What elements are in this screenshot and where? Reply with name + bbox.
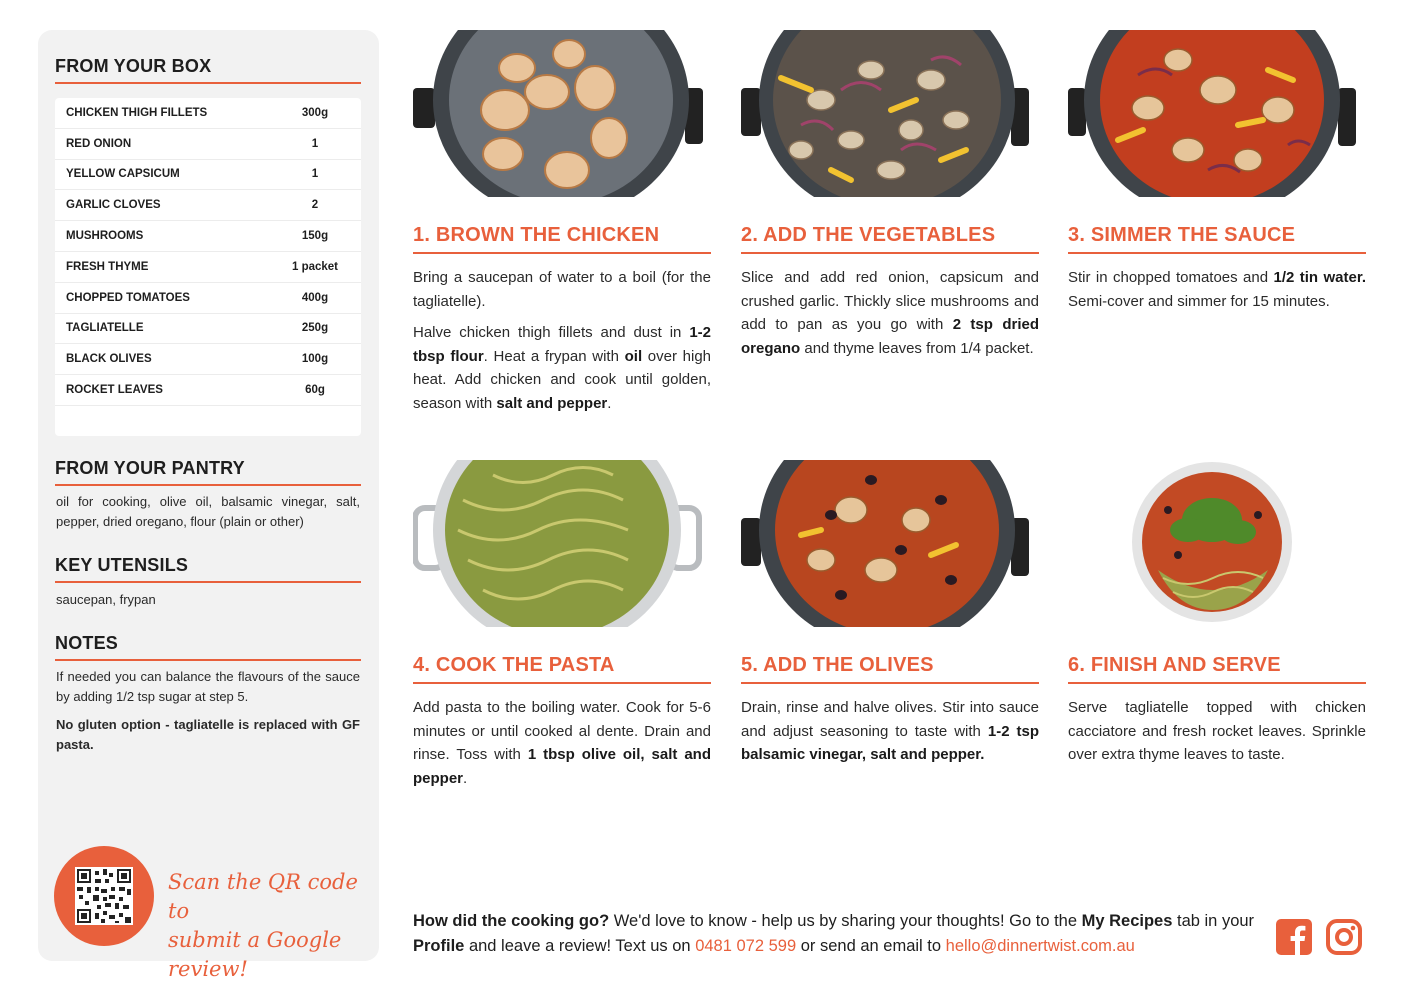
ingredient-name: FRESH THYME	[66, 260, 149, 273]
notes-text: If needed you can balance the flavours of the sauce by adding 1/2 tsp sugar at step 5.	[56, 669, 360, 704]
qr-badge	[54, 846, 154, 946]
step-1-body	[413, 266, 711, 423]
step-2-body	[741, 266, 1039, 368]
step-5-title: 5. ADD THE OLIVES	[741, 654, 934, 676]
ingredient-name: RED ONION	[66, 137, 132, 150]
ingredient-qty: 150g	[301, 230, 329, 243]
ingredient-name: YELLOW CAPSICUM	[66, 168, 180, 181]
step-6-text: Serve tagliatelle topped with chicken cacciatore and fresh rocket leaves. Sprinkle over extra thyme leaves to taste.	[1068, 699, 1366, 763]
ingredient-row	[55, 314, 361, 345]
step-1-text: Bring a saucepan of water to a boil (for the tagliatelle).	[413, 269, 711, 310]
step-2	[741, 30, 1039, 430]
ingredient-row	[55, 129, 361, 160]
ingredient-row	[55, 375, 361, 406]
pantry-text: oil for cooking, olive oil, balsamic vinegar, salt, pepper, dried oregano, flour (plain or other)	[56, 494, 360, 529]
step-6-photo	[1068, 460, 1366, 627]
step-5-photo	[741, 460, 1039, 627]
ingredient-name: BLACK OLIVES	[66, 353, 152, 366]
ingredient-qty: 250g	[301, 322, 329, 335]
step-3-rule	[1068, 252, 1366, 254]
notes-title: NOTES	[55, 633, 119, 653]
step-6	[1068, 460, 1366, 810]
ingredient-row	[55, 98, 361, 129]
step-1-photo	[413, 30, 711, 197]
step-2-photo	[741, 30, 1039, 197]
ingredient-row	[55, 252, 361, 283]
notes-rule	[55, 659, 361, 661]
ingredient-row	[55, 160, 361, 191]
notes-gluten-text: No gluten option - tagliatelle is replaced with GF pasta.	[56, 717, 360, 752]
step-4-rule	[413, 682, 711, 684]
utensils-text: saucepan, frypan	[56, 592, 156, 607]
ingredient-qty: 300g	[301, 106, 329, 119]
step-5-body	[741, 696, 1039, 775]
ingredient-name: TAGLIATELLE	[66, 322, 144, 335]
step-3-title: 3. SIMMER THE SAUCE	[1068, 224, 1296, 246]
ingredient-name: MUSHROOMS	[66, 230, 144, 243]
phone-link[interactable]: 0481 072 599	[695, 937, 797, 955]
ingredient-name: GARLIC CLOVES	[66, 199, 161, 212]
step-2-rule	[741, 252, 1039, 254]
ingredient-qty: 2	[311, 199, 319, 212]
step-2-text: Slice and add red onion, capsicum and crushed garlic. Thickly slice mushrooms and add to pan as you go with 2 tsp dried oregano and thyme leaves from 1/4 packet.	[741, 269, 1040, 357]
footer-text-1: We'd love to know - help us by sharing your thoughts! Go to the	[609, 912, 1082, 930]
step-4-photo	[413, 460, 711, 627]
step-4-body	[413, 696, 711, 798]
step-5-text: Drain, rinse and halve olives. Stir into sauce and adjust seasoning to taste with 1-2 tsp balsamic vinegar, salt and pepper.	[741, 699, 1039, 763]
step-6-title: 6. FINISH AND SERVE	[1068, 654, 1281, 676]
ingredient-row	[55, 344, 361, 375]
step-3-text: Stir in chopped tomatoes and 1/2 tin water. Semi-cover and simmer for 15 minutes.	[1068, 269, 1366, 310]
ingredient-name: CHICKEN THIGH FILLETS	[66, 106, 208, 119]
email-link[interactable]: hello@dinnertwist.com.au	[945, 937, 1135, 955]
ingredient-qty: 60g	[305, 384, 325, 397]
ingredient-list	[55, 98, 361, 436]
step-5-rule	[741, 682, 1039, 684]
step-3-body	[1068, 266, 1366, 321]
utensils-rule	[55, 581, 361, 583]
footer-question: How did the cooking go?	[413, 912, 610, 930]
box-rule	[55, 82, 361, 84]
step-3	[1068, 30, 1366, 430]
step-1	[413, 30, 711, 430]
step-5	[741, 460, 1039, 810]
step-2-title: 2. ADD THE VEGETABLES	[741, 224, 996, 246]
ingredient-name: CHOPPED TOMATOES	[66, 291, 190, 304]
step-6-rule	[1068, 682, 1366, 684]
ingredient-qty: 400g	[301, 291, 329, 304]
ingredient-name: ROCKET LEAVES	[66, 384, 163, 397]
ingredient-row	[55, 283, 361, 314]
ingredient-qty: 1	[311, 137, 319, 150]
ingredient-qty: 100g	[301, 353, 329, 366]
ingredient-qty: 1	[311, 168, 319, 181]
step-1-title: 1. BROWN THE CHICKEN	[413, 224, 660, 246]
step-4	[413, 460, 711, 810]
step-1-rule	[413, 252, 711, 254]
pantry-title: FROM YOUR PANTRY	[55, 458, 245, 478]
step-4-text: Add pasta to the boiling water. Cook for 5-6 minutes or until cooked al dente. Drain and rinse. Toss with 1 tbsp olive oil, salt and pepper.	[413, 699, 711, 787]
qr-caption-line2: submit a Google review!	[168, 928, 342, 981]
footer-text-3: and leave a review! Text us on	[464, 937, 696, 955]
step-1-text-2: Halve chicken thigh fillets and dust in 1-2 tbsp flour. Heat a frypan with oil over high heat. Add chicken and cook until golden, season with salt and pepper.	[413, 324, 711, 412]
facebook-icon[interactable]	[1275, 918, 1313, 956]
ingredient-row	[55, 221, 361, 252]
qr-caption-line1: Scan the QR code to	[168, 870, 358, 923]
ingredient-row	[55, 190, 361, 221]
footer-text-4: or send an email to	[796, 937, 946, 955]
step-3-photo	[1068, 30, 1366, 197]
box-title: FROM YOUR BOX	[55, 56, 212, 76]
qr-caption	[168, 868, 368, 984]
instagram-icon[interactable]	[1325, 918, 1363, 956]
footer-text-2: tab in your	[1172, 912, 1255, 930]
sidebar	[38, 30, 379, 981]
ingredient-qty: 1 packet	[291, 260, 339, 273]
profile-link[interactable]: Profile	[413, 937, 465, 955]
step-6-body	[1068, 696, 1366, 775]
review-footer	[413, 909, 1263, 959]
my-recipes-link[interactable]: My Recipes	[1081, 912, 1173, 930]
step-4-title: 4. COOK THE PASTA	[413, 654, 615, 676]
qr-code-icon[interactable]	[75, 867, 133, 925]
pantry-rule	[55, 484, 361, 486]
utensils-title: KEY UTENSILS	[55, 555, 189, 575]
